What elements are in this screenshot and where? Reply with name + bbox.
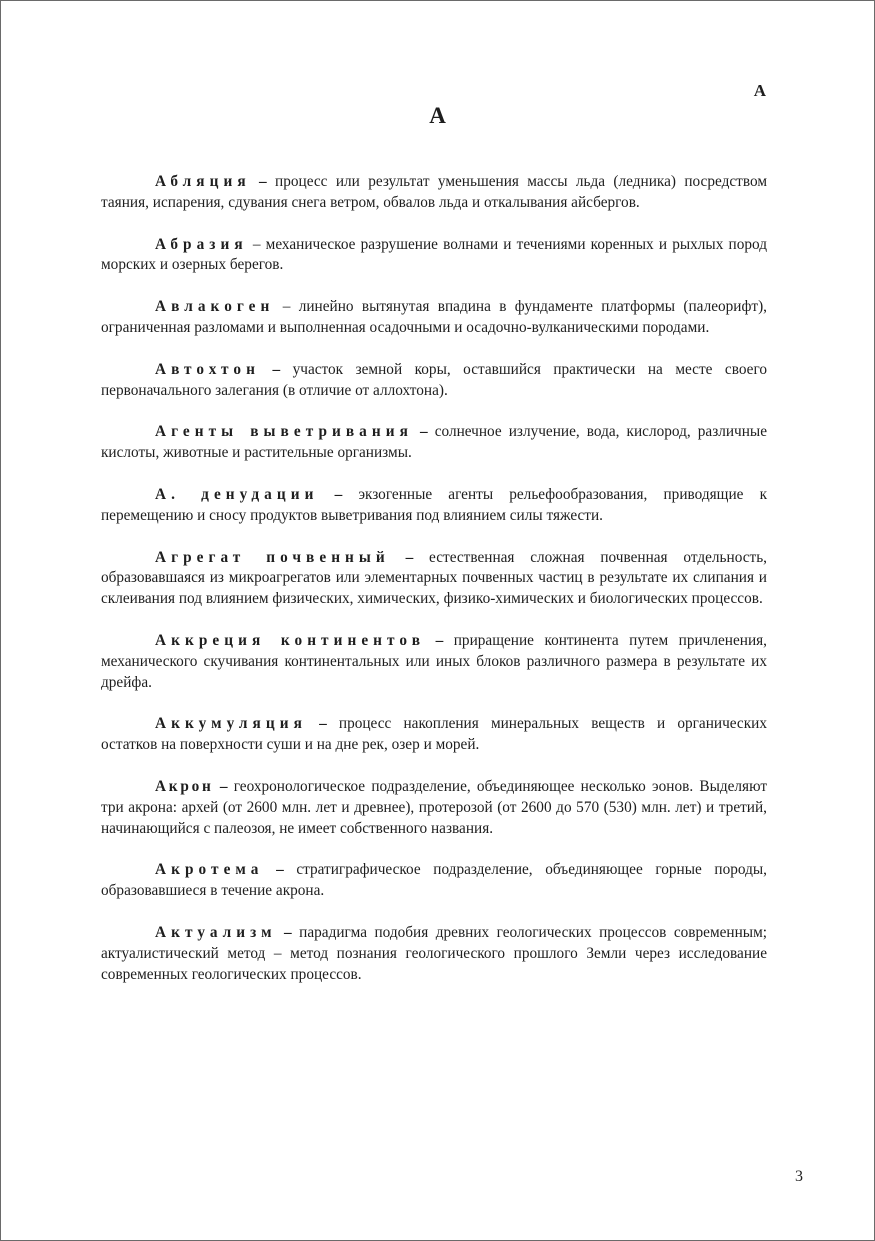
page-number: 3 <box>795 1168 803 1185</box>
entry-term: Акротема <box>155 861 264 879</box>
glossary-entry <box>101 172 767 214</box>
entry-term: Акрон <box>155 777 214 795</box>
entry-term: Агенты выветривания <box>155 423 413 441</box>
entry-definition: механическое разрушение волнами и течениями коренных и рыхлых пород морских и озерных берегов. <box>101 235 767 274</box>
entry-term: А. денудации <box>155 485 319 503</box>
entry-term: Авлакоген <box>155 298 275 316</box>
entry-separator: – <box>389 548 430 566</box>
entry-term: Абляция <box>155 173 251 190</box>
entry-term: Агрегат почвенный <box>155 548 390 566</box>
glossary-entry <box>101 235 767 277</box>
running-head: А <box>753 81 766 100</box>
entry-separator: – <box>259 360 293 378</box>
glossary-entry <box>101 548 767 610</box>
entry-definition: приращение континента путем причленения, механического скучивания континентальных или иных блоков различного размера в результате их дрейфа. <box>101 631 768 691</box>
entry-definition: парадигма подобия древних геологических процессов современным; актуалистический метод – метод познания геологического прошлого Земли через исследование современных геологических процессов. <box>101 923 767 983</box>
entry-separator: – <box>412 423 435 441</box>
entry-separator: – <box>250 173 276 190</box>
entry-definition: экзогенные агенты рельефообразования, приводящие к перемещению и сносу продуктов выветривания под влиянием силы тяжести. <box>101 485 768 524</box>
entry-definition: процесс накопления минеральных веществ и органических остатков на поверхности суши и на дне рек, озер и морей. <box>101 715 767 754</box>
entry-definition: участок земной коры, оставшийся практически на месте своего первоначального залегания (в отличие от аллохтона). <box>101 360 768 399</box>
entry-separator: – <box>318 485 359 503</box>
entry-separator: – <box>263 861 297 879</box>
entry-separator: – <box>425 631 454 649</box>
glossary-entry <box>101 422 767 464</box>
glossary-entry <box>101 485 767 527</box>
entry-definition: геохронологическое подразделение, объединяющее несколько эонов. Выделяют три акрона: архей (от 2600 млн. лет и древнее), протерозой (от 2600 до 570 (530) млн. лет) и третий, начинающийся с палеозоя, не имеет собственного названия. <box>101 777 768 837</box>
entry-term: Актуализм <box>155 923 277 941</box>
glossary-entry <box>101 923 767 985</box>
glossary-entry <box>101 631 767 693</box>
entry-definition: естественная сложная почвенная отдельность, образовавшаяся из микроагрегатов или элементарных почвенных частиц в результате их слипания и склеивания под влиянием физических, химических, физико-химических и биологических процессов. <box>101 548 768 608</box>
glossary-entry <box>101 360 767 402</box>
entry-separator: – <box>306 715 339 733</box>
glossary-entry <box>101 297 767 339</box>
glossary-entry <box>101 860 767 902</box>
entry-term: Аккреция континентов <box>155 631 426 649</box>
entry-term: Автохтон <box>155 360 260 378</box>
entry-term: Абразия <box>155 235 248 253</box>
entry-separator: – <box>213 777 234 795</box>
entry-separator: – <box>247 235 266 253</box>
entry-separator: – <box>274 298 299 316</box>
entry-separator: – <box>276 923 300 941</box>
glossary-entry <box>101 714 767 756</box>
glossary-entries <box>101 172 767 985</box>
section-heading: А <box>429 103 446 128</box>
entry-term: Аккумуляция <box>155 715 307 733</box>
entry-definition: процесс или результат уменьшения массы льда (ледника) посредством таяния, испарения, сдувания снега ветром, обвалов льда и откалывания айсбергов. <box>101 173 767 211</box>
entry-definition: солнечное излучение, вода, кислород, различные кислоты, животные и растительные организмы. <box>101 423 767 462</box>
glossary-entry <box>101 777 767 839</box>
entry-definition: стратиграфическое подразделение, объединяющее горные породы, образовавшиеся в течение акрона. <box>101 861 767 900</box>
entry-definition: линейно вытянутая впадина в фундаменте платформы (палеорифт), ограниченная разломами и выполненная осадочными и осадочно-вулканическими породами. <box>101 298 767 336</box>
